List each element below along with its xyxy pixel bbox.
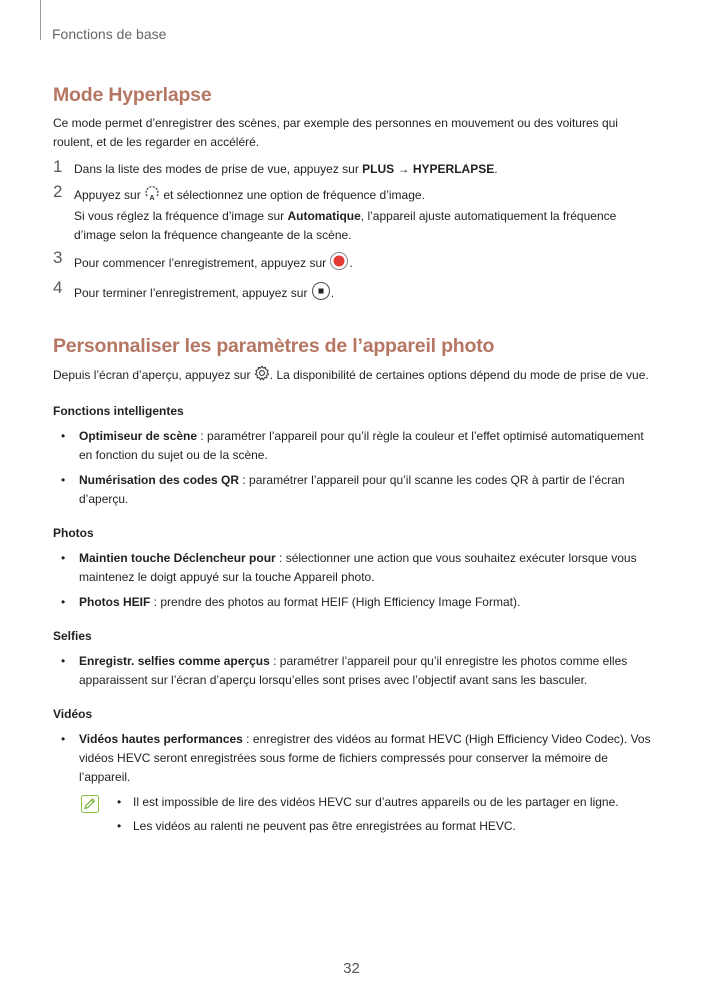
note-box: [53, 793, 653, 836]
header-rule: [40, 0, 41, 40]
note-icon: [81, 795, 99, 819]
settings-gear-icon: [254, 365, 270, 387]
section-title-camera-settings: Personnaliser les paramètres de l’appareil photo: [53, 335, 495, 357]
group-title-selfies: Selfies: [53, 629, 92, 643]
section-title-hyperlapse: Mode Hyperlapse: [53, 84, 212, 106]
list-item: • Vidéos hautes performances : enregistrer des vidéos au format HEVC (High Efficiency Video Codec). Vos vidéos HEVC seront enregistrées sous forme de fichiers compressés pour conserver la mémoire de l’appareil.: [61, 732, 651, 784]
page-content: [53, 82, 653, 841]
list-item: • Photos HEIF : prendre des photos au format HEIF (High Efficiency Image Format).: [61, 595, 521, 609]
step-4: 4 Pour terminer l’enregistrement, appuyez sur .: [53, 281, 653, 307]
hyperlapse-intro: Ce mode permet d’enregistrer des scènes, par exemple des personnes en mouvement ou des voitures qui roulent, et de les regarder en accéléré.: [53, 116, 618, 149]
step-2: 2 Appuyez sur A et sélectionnez une option de fréquence d’image. Si vous réglez la fréquence d’image sur Automatique, l’appareil ajuste automatiquement la fréquence d’image selon la fréquence changeante de la scène.: [53, 185, 653, 245]
note-item: • Les vidéos au ralenti ne peuvent pas être enregistrées au format HEVC.: [117, 819, 516, 833]
step-3: 3 Pour commencer l’enregistrement, appuyez sur .: [53, 251, 653, 277]
step-number: 4: [53, 278, 63, 297]
list-item: • Optimiseur de scène : paramétrer l’appareil pour qu’il règle la couleur et l’effet optimisé automatiquement en fonction du sujet ou de la scène.: [61, 429, 644, 462]
group-title-smart: Fonctions intelligentes: [53, 404, 184, 418]
group-title-photos: Photos: [53, 526, 94, 540]
list-item: • Maintien touche Déclencheur pour : sélectionner une action que vous souhaitez exécuter lorsque vous maintenez le doigt appuyé sur la touche Appareil photo.: [61, 551, 637, 584]
step-number: 1: [53, 157, 63, 176]
group-title-videos: Vidéos: [53, 707, 93, 721]
camera-settings-intro: Depuis l’écran d’aperçu, appuyez sur . La disponibilité de certaines options dépend du mode de prise de vue.: [53, 365, 653, 387]
record-button-icon: [329, 251, 349, 277]
list-item: • Enregistr. selfies comme aperçus : paramétrer l’appareil pour qu’il enregistre les photos comme elles apparaissent sur l’écran d’aperçu lorsqu’elles sont prises avec l’objectif avant sans les basculer.: [61, 654, 628, 687]
list-item: • Numérisation des codes QR : paramétrer l’appareil pour qu’il scanne les codes QR à partir de l’écran d’aperçu.: [61, 473, 625, 506]
svg-text:A: A: [149, 195, 155, 201]
stop-button-icon: [311, 281, 331, 307]
frame-rate-icon: [144, 185, 160, 207]
step-2-detail: Si vous réglez la fréquence d’image sur Automatique, l’appareil ajuste automatiquement la fréquence d’image selon la fréquence changeante de la scène.: [74, 209, 617, 242]
page-number: 32: [343, 960, 360, 977]
page-header: Fonctions de base: [52, 26, 167, 42]
step-number: 3: [53, 248, 63, 267]
step-1: 1 Dans la liste des modes de prise de vue, appuyez sur PLUS → HYPERLAPSE.: [53, 157, 498, 176]
note-item: • Il est impossible de lire des vidéos HEVC sur d’autres appareils ou de les partager en ligne.: [117, 795, 619, 809]
step-number: 2: [53, 182, 63, 201]
